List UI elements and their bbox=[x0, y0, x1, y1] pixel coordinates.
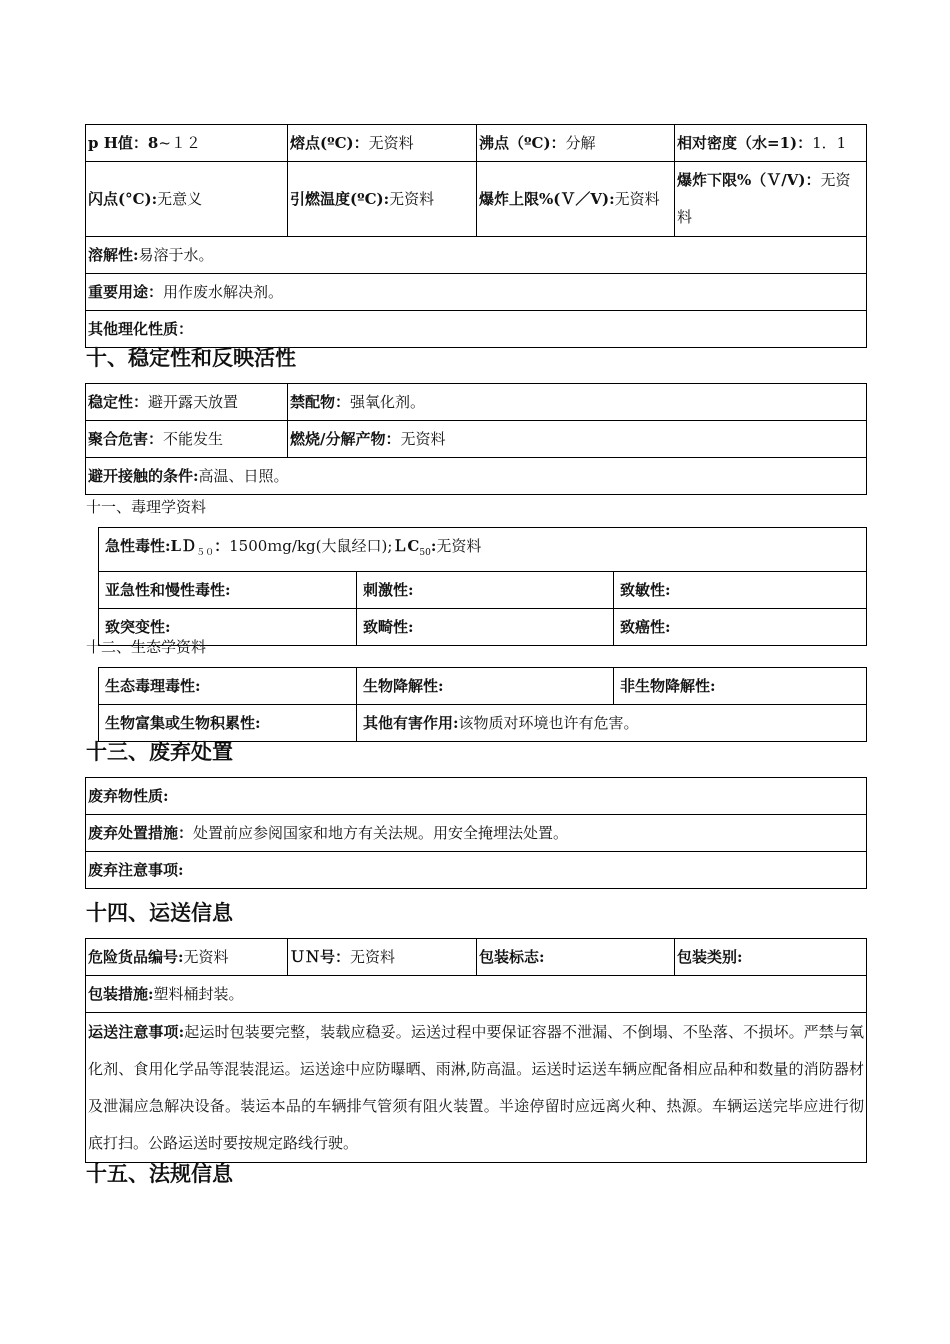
disposal-method-cell: 废弃处置措施：处置前应参阅国家和地方有关法规。用安全掩埋法处置。 bbox=[86, 815, 867, 852]
irritation-cell: 刺激性: bbox=[357, 572, 614, 609]
relative-density-cell: 相对密度（水=1)：1．1 bbox=[675, 125, 867, 162]
non-biodegradability-cell: 非生物降解性: bbox=[614, 668, 867, 705]
subacute-toxicity-cell: 亚急性和慢性毒性: bbox=[99, 572, 357, 609]
package-class-cell: 包装类别: bbox=[675, 939, 867, 976]
waste-nature-cell: 废弃物性质: bbox=[86, 778, 867, 815]
transport-table bbox=[85, 938, 867, 1163]
ecology-table bbox=[98, 667, 867, 742]
section12-title: 十二、生态学资料 bbox=[86, 638, 207, 656]
un-number-cell: ＵＮ号：无资料 bbox=[288, 939, 477, 976]
physical-properties-table bbox=[85, 124, 867, 348]
bioaccumulation-cell: 生物富集或生物积累性: bbox=[99, 705, 357, 742]
stability-table bbox=[85, 383, 867, 495]
boiling-point-cell: 沸点（ºC)：分解 bbox=[477, 125, 675, 162]
toxicology-table bbox=[98, 527, 867, 646]
section10-title: 十、稳定性和反映活性 bbox=[86, 345, 296, 370]
disposal-notes-cell: 废弃注意事项: bbox=[86, 852, 867, 889]
section15-title: 十五、法规信息 bbox=[86, 1161, 233, 1186]
section14-title: 十四、运送信息 bbox=[86, 900, 233, 925]
carcinogenicity-cell: 致癌性: bbox=[614, 609, 867, 646]
ecotoxicity-cell: 生态毒理毒性: bbox=[99, 668, 357, 705]
avoid-conditions-cell: 避开接触的条件:高温、日照。 bbox=[86, 458, 867, 495]
other-properties-cell: 其他理化性质： bbox=[86, 311, 867, 348]
section11-title: 十一、毒理学资料 bbox=[86, 498, 207, 516]
uses-cell: 重要用途：用作废水解决剂。 bbox=[86, 274, 867, 311]
solubility-cell: 溶解性:易溶于水。 bbox=[86, 237, 867, 274]
melting-point-cell: 熔点(ºC)：无资料 bbox=[288, 125, 477, 162]
decomposition-cell: 燃烧/分解产物：无资料 bbox=[288, 421, 867, 458]
ignition-temp-cell: 引燃温度(ºC):无资料 bbox=[288, 162, 477, 237]
ph-cell: p H值：8~１２ bbox=[86, 125, 288, 162]
mutagenicity-cell: 致突变性: bbox=[99, 609, 357, 646]
dg-number-cell: 危险货品编号:无资料 bbox=[86, 939, 288, 976]
packing-method-cell: 包装措施:塑料桶封装。 bbox=[86, 976, 867, 1013]
biodegradability-cell: 生物降解性: bbox=[357, 668, 614, 705]
other-harmful-effects-cell: 其他有害作用:该物质对环境也许有危害。 bbox=[357, 705, 867, 742]
polymerization-cell: 聚合危害：不能发生 bbox=[86, 421, 288, 458]
disposal-table bbox=[85, 777, 867, 889]
stability-cell: 稳定性：避开露天放置 bbox=[86, 384, 288, 421]
acute-toxicity-cell: 急性毒性:LＤ$_{50}$：1500ｍg/kg(大鼠经口);ＬC$_{50}$:无资料 bbox=[99, 528, 867, 572]
section13-title: 十三、废弃处置 bbox=[86, 739, 233, 764]
package-mark-cell: 包装标志: bbox=[477, 939, 675, 976]
sensitization-cell: 致敏性: bbox=[614, 572, 867, 609]
flash-point-cell: 闪点(°C):无意义 bbox=[86, 162, 288, 237]
teratogenicity-cell: 致畸性: bbox=[357, 609, 614, 646]
lower-explosion-limit-cell: 爆炸下限%（Ｖ/V)：无资料 bbox=[675, 162, 867, 237]
incompatible-cell: 禁配物：强氧化剂。 bbox=[288, 384, 867, 421]
transport-notes-cell: 运送注意事项:起运时包装要完整，装载应稳妥。运送过程中要保证容器不泄漏、不倒塌、不坠落、不损坏。严禁与氧化剂、食用化学品等混装混运。运送途中应防曝晒、雨淋,防高温。运送时运送车辆应配备相应品种和数量的消防器材及泄漏应急解决设备。装运本品的车辆排气管须有阻火装置。半途停留时应远离火种、热源。车辆运送完毕应进行彻底打扫。公路运送时要按规定路线行驶。 bbox=[86, 1013, 867, 1163]
upper-explosion-limit-cell: 爆炸上限%(Ｖ／V):无资料 bbox=[477, 162, 675, 237]
